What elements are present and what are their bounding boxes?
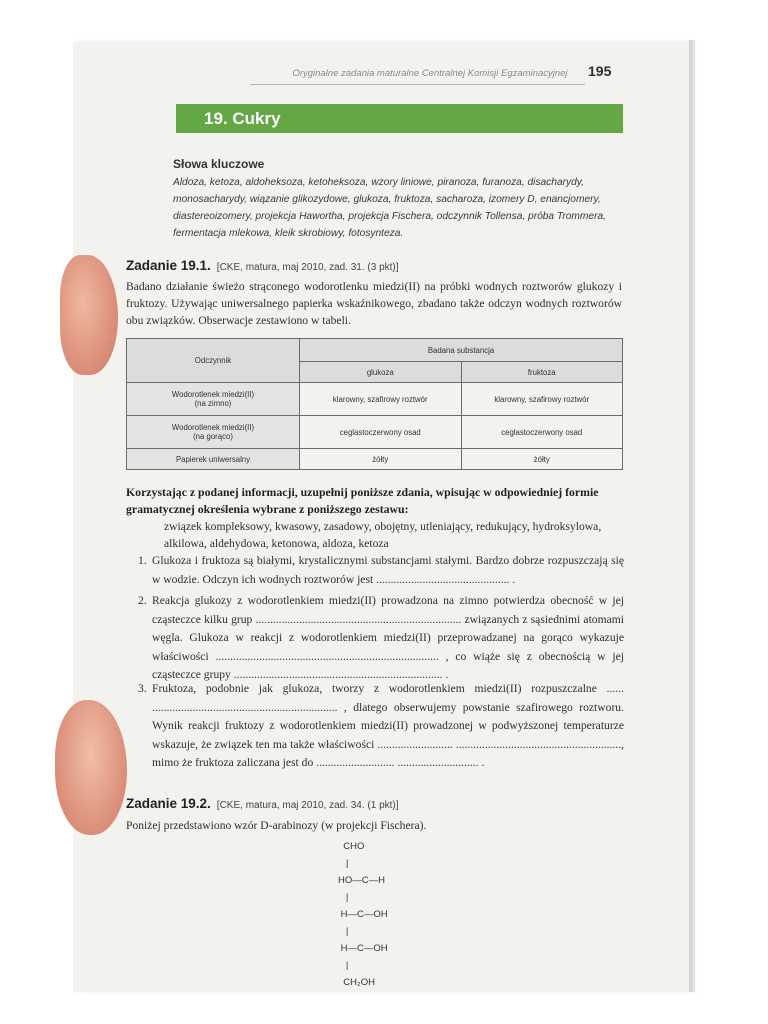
task-instruction: Korzystając z podanej informacji, uzupełnij poniższe zdania, wpisując w odpowiedniej formie gramatycznej określenia wybrane z poniższego zestawu: xyxy=(126,485,599,516)
fischer-line: | xyxy=(338,892,349,903)
fructose-cell: ceglastoczerwony osad xyxy=(461,416,623,449)
table-row xyxy=(127,449,623,470)
keywords-text: Aldoza, ketoza, aldoheksoza, ketoheksoza, wzory liniowe, piranoza, furanoza, disacharydy, monosacharydy, wiązanie glikozydowe, glukoza, fruktoza, sacharoza, izomery D, enancjomery, diastereoizomery, projekcja Hawortha, projekcja Fischera, odczynnik Tollensa, próba Trommera, fermentacja mlekowa, kleik skrobiowy, fotosynteza. xyxy=(173,177,606,239)
fischer-line: H—C—OH xyxy=(338,943,388,954)
fischer-line: CHO xyxy=(338,841,365,852)
glucose-cell: żółty xyxy=(300,449,462,470)
list-item xyxy=(138,552,624,589)
reagent-cell: Wodorotlenek miedzi(II) (na gorąco) xyxy=(127,416,300,449)
fischer-line: | xyxy=(338,926,349,937)
fischer-line: H—C—OH xyxy=(338,909,388,920)
reagent-cell: Papierek uniwersalny xyxy=(127,449,300,470)
item-text: Glukoza i fruktoza są białymi, krystalicznymi substancjami stałymi. Bardzo dobrze rozpuszczają się w wodzie. Odczyn ich wodnych roztworów jest .............................................. . xyxy=(152,554,624,586)
task-19-2-title xyxy=(126,796,399,811)
fischer-line: | xyxy=(338,960,349,971)
thumb-top xyxy=(60,255,118,375)
fischer-projection xyxy=(338,838,388,991)
table-row xyxy=(127,383,623,416)
fischer-line: HO—C—H xyxy=(338,875,385,886)
table-row xyxy=(127,416,623,449)
word-list: związek kompleksowy, kwasowy, zasadowy, obojętny, utleniający, redukujący, hydroksylowa, alkilowa, aldehydowa, ketonowa, aldoza, ketoza xyxy=(164,520,602,550)
fructose-cell: żółty xyxy=(461,449,623,470)
page-edge xyxy=(689,40,695,992)
keywords-title: Słowa kluczowe xyxy=(173,157,265,171)
item-number: 3. xyxy=(138,682,147,695)
item-text: Reakcja glukozy z wodorotlenkiem miedzi(II) prowadzona na zimno potwierdza obecność w jej cząsteczce kilku grup ....................................................................... związanych z sąsiednimi atomami węgla. Glukoza w reakcji z wodorotlenkiem miedzi(II) przeprowadzanej na gorąco wykazuje właściwości ............................................................................. , co wiąże się z obecnością w jej cząsteczce grupy ........................................................................ . xyxy=(152,594,624,681)
running-title: Oryginalne zadania maturalne Centralnej Komisji Egzaminacyjnej xyxy=(292,68,568,79)
task-19-2-number: Zadanie 19.2. xyxy=(126,796,211,811)
task-19-1-title xyxy=(126,258,399,273)
task-19-2-source: [CKE, matura, maj 2010, zad. 34. (1 pkt)] xyxy=(216,800,399,811)
observations-table xyxy=(126,338,623,470)
col-glucose-header: glukoza xyxy=(300,362,462,383)
item-number: 1. xyxy=(138,554,147,567)
task-19-1-number: Zadanie 19.1. xyxy=(126,258,211,273)
task-19-1-source: [CKE, matura, maj 2010, zad. 31. (3 pkt)] xyxy=(216,262,399,273)
chapter-title: 19. Cukry xyxy=(176,104,623,133)
fischer-line: | xyxy=(338,858,349,869)
task-19-1-intro: Badano działanie świeżo strąconego wodorotlenku miedzi(II) na próbki wodnych roztworów glukozy i fruktozy. Używając uniwersalnego papierka wskaźnikowego, zbadano także odczyn wodnych roztworów obu związków. Obserwacje zestawiono w tabeli. xyxy=(126,280,622,327)
glucose-cell: ceglastoczerwony osad xyxy=(300,416,462,449)
item-text: Fruktoza, podobnie jak glukoza, tworzy z wodorotlenkiem miedzi(II) rozpuszczalne ...... ................................................................ , dlatego obserwujemy powstanie szafirowego roztworu. Wynik reakcji fruktozy z wodorotlenkiem miedzi(II) prowadzonej w podwyższonej temperaturze wskazuje, że związek ten ma także właściwości .......................... ........................................................., mimo że fruktoza zaliczana jest do ........................... ............................ . xyxy=(152,682,624,769)
list-item xyxy=(138,680,624,773)
glucose-cell: klarowny, szafirowy roztwór xyxy=(300,383,462,416)
task-19-2-intro: Poniżej przedstawiono wzór D-arabinozy (w projekcji Fischera). xyxy=(126,819,427,832)
header-rule xyxy=(250,84,585,85)
reagent-cell: Wodorotlenek miedzi(II) (na zimno) xyxy=(127,383,300,416)
fructose-cell: klarowny, szafirowy roztwór xyxy=(461,383,623,416)
item-number: 2. xyxy=(138,594,147,607)
col-fructose-header: fruktoza xyxy=(461,362,623,383)
list-item xyxy=(138,592,624,685)
col-reagent-header: Odczynnik xyxy=(127,339,300,383)
thumb-bottom xyxy=(55,700,127,835)
page-number: 195 xyxy=(588,63,612,79)
fischer-line: CH₂OH xyxy=(338,977,375,988)
col-group-header: Badana substancja xyxy=(300,339,623,362)
